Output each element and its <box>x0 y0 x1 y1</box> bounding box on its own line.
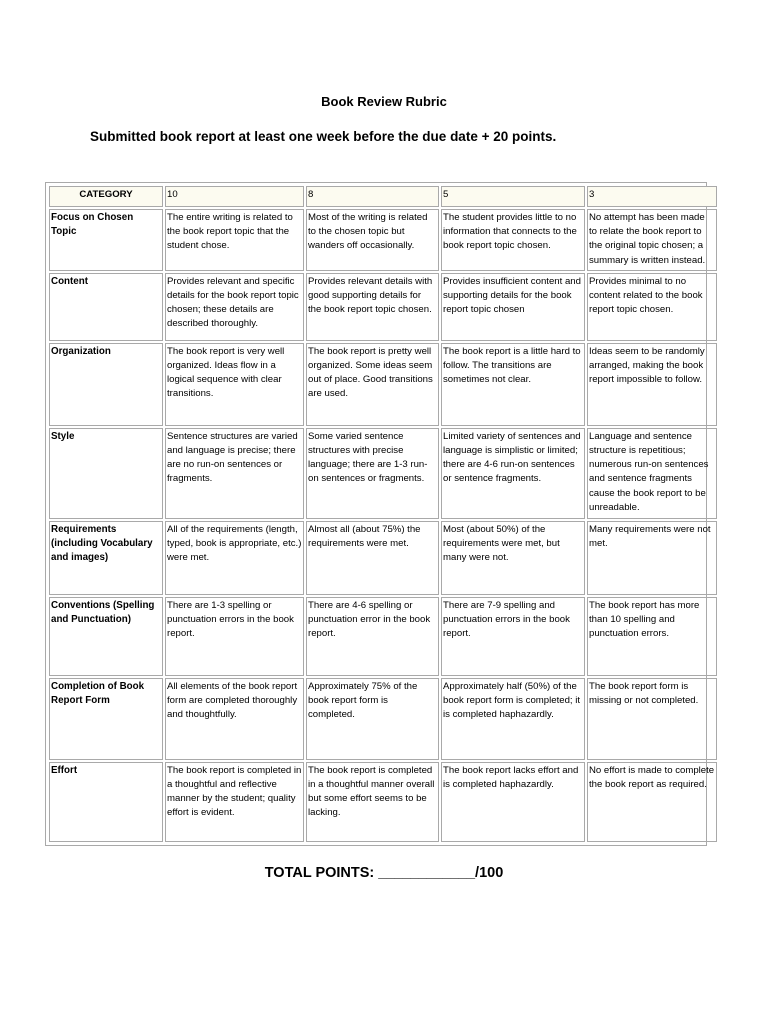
rubric-row-completion <box>49 678 717 760</box>
row-category: Requirements (including Vocabulary and images) <box>49 521 163 595</box>
criteria-cell: All of the requirements (length, typed, book is appropriate, etc.) were met. <box>165 521 304 595</box>
row-category: Style <box>49 428 163 519</box>
criteria-cell: The book report is pretty well organized. Some ideas seem out of place. Good transitions are used. <box>306 343 439 426</box>
criteria-cell: There are 1-3 spelling or punctuation errors in the book report. <box>165 597 304 676</box>
criteria-cell: The book report is very well organized. Ideas flow in a logical sequence with clear transitions. <box>165 343 304 426</box>
criteria-cell: Provides relevant details with good supporting details for the book report topic chosen. <box>306 273 439 341</box>
rubric-table-container <box>45 182 715 846</box>
header-category: CATEGORY <box>49 186 163 207</box>
row-category: Completion of Book Report Form <box>49 678 163 760</box>
criteria-cell: The book report lacks effort and is completed haphazardly. <box>441 762 585 842</box>
rubric-row-focus <box>49 209 717 271</box>
criteria-cell: The book report is a little hard to follow. The transitions are sometimes not clear. <box>441 343 585 426</box>
row-category: Effort <box>49 762 163 842</box>
criteria-cell: Almost all (about 75%) the requirements were met. <box>306 521 439 595</box>
header-score-10: 10 <box>165 186 304 207</box>
criteria-cell: Provides insufficient content and supporting details for the book report topic chosen <box>441 273 585 341</box>
rubric-row-requirements <box>49 521 717 595</box>
criteria-cell: The student provides little to no information that connects to the book report topic chosen. <box>441 209 585 271</box>
criteria-cell: Approximately half (50%) of the book report form is completed; it is completed haphazardly. <box>441 678 585 760</box>
criteria-cell: Language and sentence structure is repetitious; numerous run-on sentences and sentence fragments cause the book report to be unreadable. <box>587 428 717 519</box>
criteria-cell: Some varied sentence structures with precise language; there are 1-3 run-on sentences or fragments. <box>306 428 439 519</box>
criteria-cell: Sentence structures are varied and language is precise; there are no run-on sentences or fragments. <box>165 428 304 519</box>
criteria-cell: The book report is completed in a thoughtful and reflective manner by the student; quality effort is evident. <box>165 762 304 842</box>
criteria-cell: All elements of the book report form are completed thoroughly and thoughtfully. <box>165 678 304 760</box>
row-category: Content <box>49 273 163 341</box>
rubric-row-style <box>49 428 717 519</box>
criteria-cell: No attempt has been made to relate the book report to the original topic chosen; a summary is written instead. <box>587 209 717 271</box>
criteria-cell: Provides relevant and specific details for the book report topic chosen; these details are described thoroughly. <box>165 273 304 341</box>
header-score-8: 8 <box>306 186 439 207</box>
header-score-5: 5 <box>441 186 585 207</box>
rubric-table <box>47 184 719 844</box>
rubric-row-effort <box>49 762 717 842</box>
criteria-cell: Provides minimal to no content related to the book report topic chosen. <box>587 273 717 341</box>
row-category: Focus on Chosen Topic <box>49 209 163 271</box>
row-category: Organization <box>49 343 163 426</box>
document-title: Book Review Rubric <box>321 94 447 109</box>
criteria-cell: The book report form is missing or not completed. <box>587 678 717 760</box>
row-category: Conventions (Spelling and Punctuation) <box>49 597 163 676</box>
criteria-cell: Most of the writing is related to the chosen topic but wanders off occasionally. <box>306 209 439 271</box>
criteria-cell: Most (about 50%) of the requirements were met, but many were not. <box>441 521 585 595</box>
criteria-cell: The book report is completed in a thoughtful manner overall but some effort seems to be lacking. <box>306 762 439 842</box>
bonus-note: Submitted book report at least one week before the due date + 20 points. <box>90 129 557 144</box>
header-score-3: 3 <box>587 186 717 207</box>
criteria-cell: Approximately 75% of the book report form is completed. <box>306 678 439 760</box>
rubric-row-organization <box>49 343 717 426</box>
rubric-row-content <box>49 273 717 341</box>
criteria-cell: There are 4-6 spelling or punctuation error in the book report. <box>306 597 439 676</box>
criteria-cell: Many requirements were not met. <box>587 521 717 595</box>
criteria-cell: Limited variety of sentences and language is simplistic or limited; there are 4-6 run-on sentences or sentence fragments. <box>441 428 585 519</box>
criteria-cell: The entire writing is related to the book report topic that the student chose. <box>165 209 304 271</box>
total-points-line: TOTAL POINTS: ____________/100 <box>264 865 504 881</box>
criteria-cell: No effort is made to complete the book report as required. <box>587 762 717 842</box>
rubric-row-conventions <box>49 597 717 676</box>
criteria-cell: Ideas seem to be randomly arranged, making the book report impossible to follow. <box>587 343 717 426</box>
rubric-header-row <box>49 186 717 207</box>
criteria-cell: There are 7-9 spelling and punctuation errors in the book report. <box>441 597 585 676</box>
criteria-cell: The book report has more than 10 spelling and punctuation errors. <box>587 597 717 676</box>
